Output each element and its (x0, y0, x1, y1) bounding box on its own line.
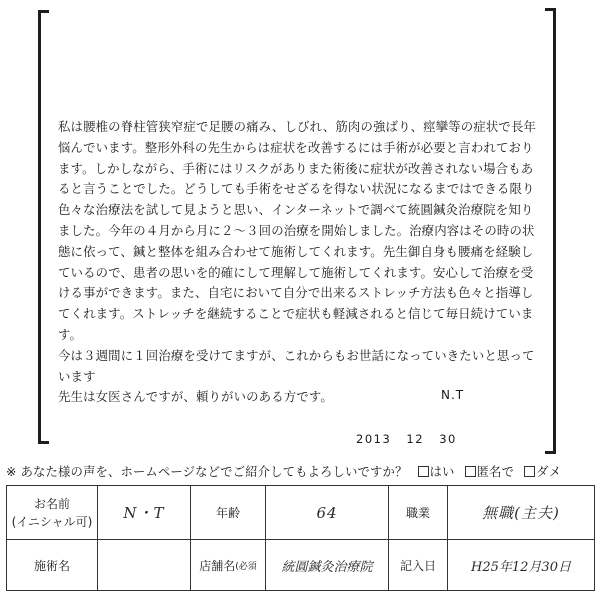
name-field[interactable]: N・T (123, 504, 165, 522)
age-field[interactable]: 64 (316, 503, 338, 522)
testimonial-date: 2013 12 30 (356, 432, 457, 446)
store-label: 店舗名 (199, 558, 236, 573)
age-label: 年齢 (215, 506, 240, 520)
author-initials: N.T (441, 388, 465, 402)
entry-date-label: 記入日 (399, 558, 436, 573)
name-label-note: (イニシャル可) (11, 514, 93, 529)
checkbox-icon[interactable] (418, 466, 429, 477)
consent-question-row (6, 462, 596, 480)
clinic-label: 施術名 (33, 558, 70, 573)
left-bracket (38, 10, 49, 444)
occupation-field[interactable]: 無職(主夫) (482, 504, 560, 522)
checkbox-icon[interactable] (524, 466, 535, 477)
customer-info-form (6, 485, 595, 591)
name-label-cell (7, 486, 97, 539)
occupation-label: 職業 (405, 506, 430, 520)
testimonial-paragraph-3: 先生は女医さんですが、頼りがいのある方です。 (58, 389, 333, 405)
name-label: お名前 (33, 496, 70, 511)
consent-option-anonymous-label: 匿名で (476, 464, 515, 479)
consent-option-no[interactable] (524, 464, 561, 479)
store-label-cell (191, 540, 265, 590)
consent-option-yes[interactable] (418, 464, 455, 479)
right-bracket (545, 8, 556, 454)
store-field[interactable]: 統圓鍼灸治療院 (281, 559, 373, 575)
checkbox-icon[interactable] (465, 466, 476, 477)
testimonial-paragraph-2: 今は３週間に１回治療を受けてますが、これからもお世話になっていきたいと思っています (58, 347, 535, 384)
consent-option-no-label: ダメ (536, 464, 562, 479)
consent-option-anonymous[interactable] (465, 464, 514, 479)
testimonial-body (58, 117, 545, 408)
consent-option-yes-label: はい (429, 464, 455, 479)
consent-question: ※ あなた様の声を、ホームページなどでご紹介してもよろしいですか？ (6, 464, 408, 479)
testimonial-paragraph-1: 私は腰椎の脊柱管狭窄症で足腰の痛み、しびれ、筋肉の強ばり、痙攣等の症状で長年悩んでいます。整形外科の先生からは症状を改善するには手術が必要と言われております。しかしながら、手術にはリスクがありまた術後に症状が改善されない場合もあると言うことでした。どうしても手術をせざるを得ない状況になるまではできる限り色々な治療法を試して見ようと思い、インターネットで調べて統圓鍼灸治療院を知りました。今年の４月から月に２～３回の治療を開始しました。治療内容はその時の状態に依って、鍼と整体を組み合わせて施術してくれます。先生御自身も腰痛を経験しているので、患者の思いを的確にして理解して施術してくれます。安心して治療を受ける事ができます。また、自宅において自分で出来るストレッチ方法も色々と指導してくれます。ストレッチを継続することで症状も軽減されると信じて毎日続けています。 (58, 119, 537, 342)
entry-date-field[interactable]: H25年12月30日 (471, 559, 571, 575)
clinic-field[interactable] (98, 540, 190, 590)
store-required-note: (必須 (235, 561, 257, 572)
